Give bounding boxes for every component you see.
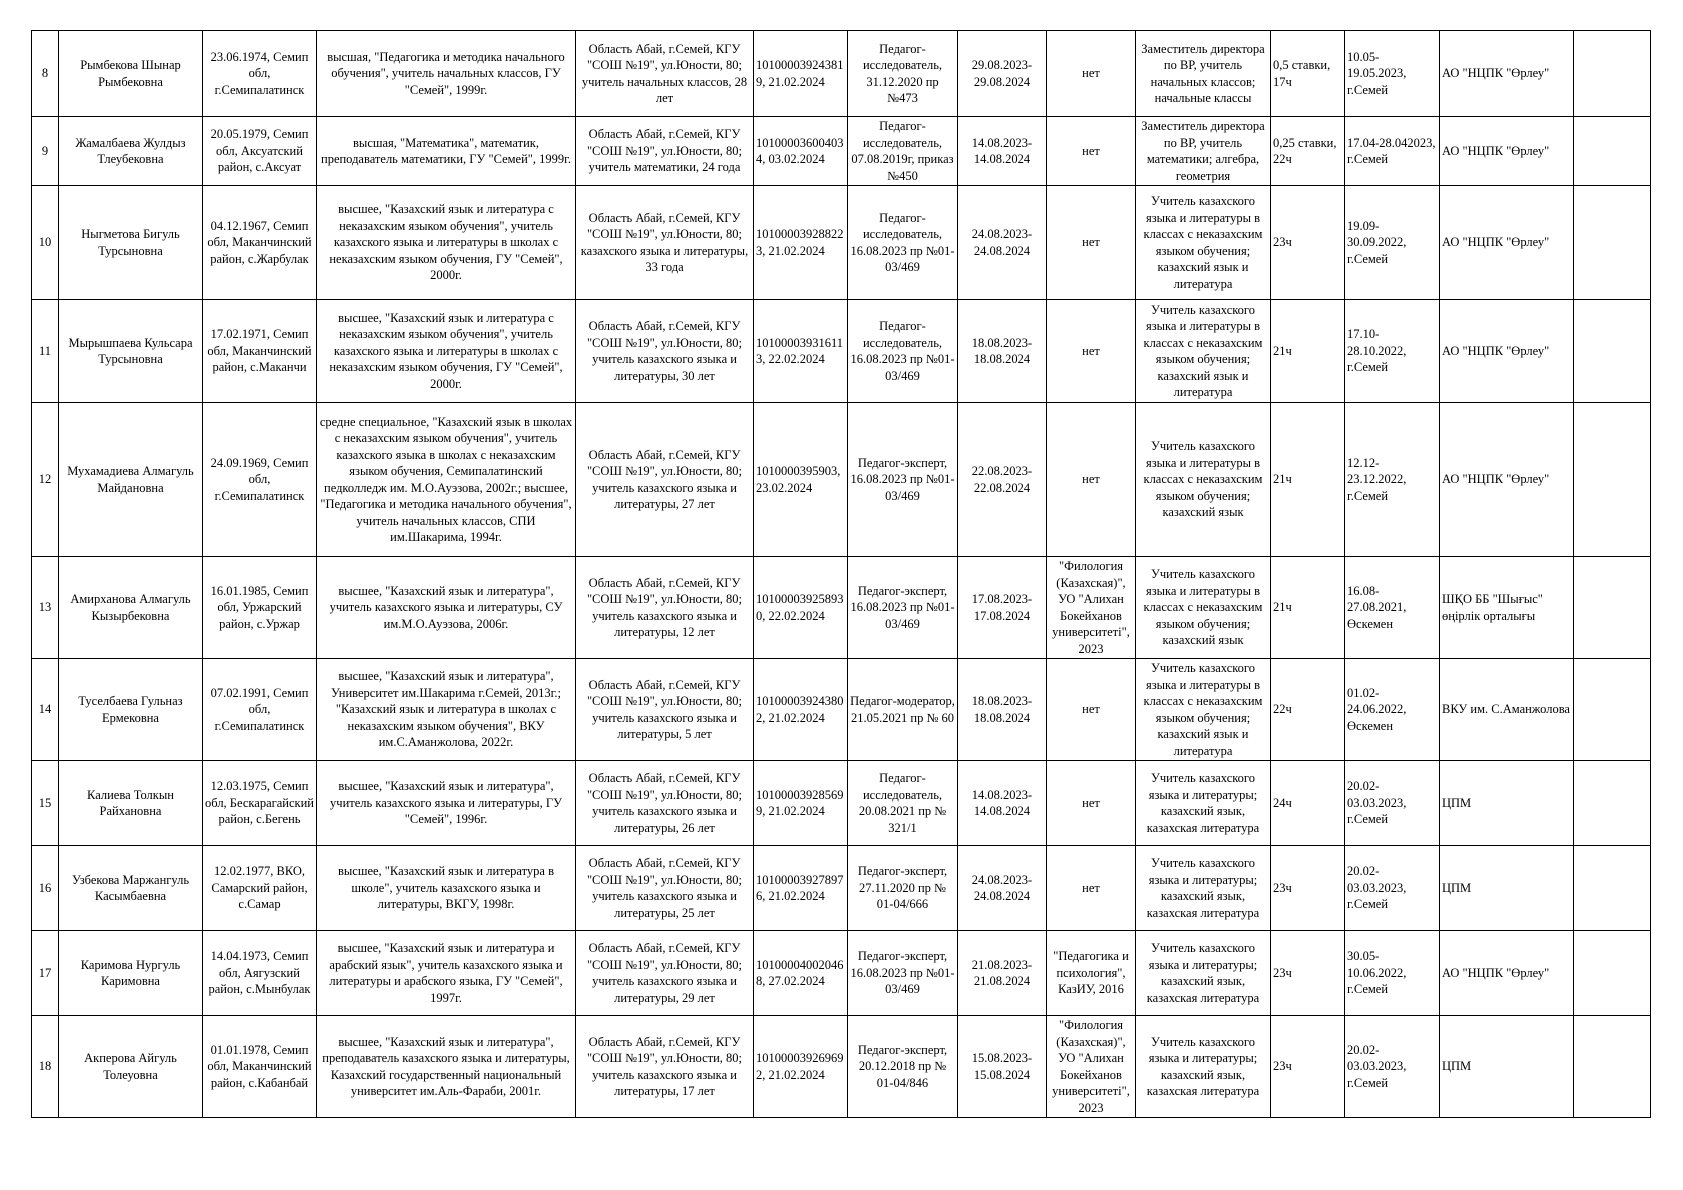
- birth-info-cell: 16.01.1985, Семип обл, Уржарский район, с.Уржар: [203, 557, 317, 659]
- training-organization-cell: АО "НЦПК "Өрлеу": [1440, 300, 1574, 403]
- position-cell: Учитель казахского языка и литературы; казахский язык, казахская литература: [1136, 1016, 1271, 1118]
- course-dates-cell: 18.08.2023-18.08.2024: [958, 659, 1047, 761]
- workplace-cell: Область Абай, г.Семей, КГУ "СОШ №19", ул.Юности, 80; учитель начальных классов, 28 лет: [576, 31, 754, 117]
- certificate-cell: 101000039269692, 21.02.2024: [754, 1016, 848, 1118]
- retraining-cell: нет: [1047, 403, 1136, 557]
- full-name-cell: Жамалбаева Жулдыз Тлеубековна: [59, 117, 203, 186]
- course-dates-cell: 17.08.2023-17.08.2024: [958, 557, 1047, 659]
- certificate-cell: 101000036004034, 03.02.2024: [754, 117, 848, 186]
- attestation-cell: 17.10-28.10.2022, г.Семей: [1345, 300, 1440, 403]
- workplace-cell: Область Абай, г.Семей, КГУ "СОШ №19", ул.Юности, 80; учитель казахского языка и литературы, 30 лет: [576, 300, 754, 403]
- teaching-load-cell: 21ч: [1271, 557, 1345, 659]
- notes-cell: [1574, 403, 1651, 557]
- retraining-cell: "Педагогика и психология", КазИУ, 2016: [1047, 931, 1136, 1016]
- birth-info-cell: 23.06.1974, Семип обл, г.Семипалатинск: [203, 31, 317, 117]
- birth-info-cell: 04.12.1967, Семип обл, Маканчинский район, с.Жарбулак: [203, 186, 317, 300]
- teaching-load-cell: 23ч: [1271, 931, 1345, 1016]
- notes-cell: [1574, 117, 1651, 186]
- course-dates-cell: 21.08.2023-21.08.2024: [958, 931, 1047, 1016]
- course-dates-cell: 14.08.2023-14.08.2024: [958, 761, 1047, 846]
- teaching-load-cell: 21ч: [1271, 300, 1345, 403]
- qualification-category-cell: Педагог-исследователь, 16.08.2023 пр №01-03/469: [848, 300, 958, 403]
- teaching-load-cell: 24ч: [1271, 761, 1345, 846]
- education-cell: высшее, "Казахский язык и литература", учитель казахского языка и литературы, ГУ "Семей", 1996г.: [317, 761, 576, 846]
- certificate-cell: 101000039258930, 22.02.2024: [754, 557, 848, 659]
- position-cell: Заместитель директора по ВР, учитель математики; алгебра, геометрия: [1136, 117, 1271, 186]
- certificate-cell: 101000039288223, 21.02.2024: [754, 186, 848, 300]
- course-dates-cell: 18.08.2023-18.08.2024: [958, 300, 1047, 403]
- birth-info-cell: 20.05.1979, Семип обл, Аксуатский район, с.Аксуат: [203, 117, 317, 186]
- position-cell: Учитель казахского языка и литературы в классах с неказахским языком обучения; казахский язык и литература: [1136, 659, 1271, 761]
- notes-cell: [1574, 300, 1651, 403]
- education-cell: высшее, "Казахский язык и литература с неказахским языком обучения", учитель казахского языка и литературы в школах с неказахским языком обучения, ГУ "Семей", 2000г.: [317, 186, 576, 300]
- course-dates-cell: 15.08.2023-15.08.2024: [958, 1016, 1047, 1118]
- notes-cell: [1574, 761, 1651, 846]
- attestation-cell: 12.12-23.12.2022, г.Семей: [1345, 403, 1440, 557]
- full-name-cell: Туселбаева Гульназ Ермековна: [59, 659, 203, 761]
- birth-info-cell: 01.01.1978, Семип обл, Маканчинский район, с.Кабанбай: [203, 1016, 317, 1118]
- birth-info-cell: 12.03.1975, Семип обл, Бескарагайский район, с.Бегень: [203, 761, 317, 846]
- certificate-cell: 1010000395903, 23.02.2024: [754, 403, 848, 557]
- qualification-category-cell: Педагог-исследователь, 16.08.2023 пр №01-03/469: [848, 186, 958, 300]
- training-organization-cell: АО "НЦПК "Өрлеу": [1440, 186, 1574, 300]
- staff-table-body: [32, 31, 1651, 1118]
- full-name-cell: Каримова Нургуль Каримовна: [59, 931, 203, 1016]
- table-row: [32, 403, 1651, 557]
- training-organization-cell: ВКУ им. С.Аманжолова: [1440, 659, 1574, 761]
- course-dates-cell: 24.08.2023-24.08.2024: [958, 186, 1047, 300]
- course-dates-cell: 29.08.2023-29.08.2024: [958, 31, 1047, 117]
- training-organization-cell: ЦПМ: [1440, 846, 1574, 931]
- table-row: [32, 1016, 1651, 1118]
- teaching-load-cell: 21ч: [1271, 403, 1345, 557]
- retraining-cell: нет: [1047, 31, 1136, 117]
- qualification-category-cell: Педагог-эксперт, 16.08.2023 пр №01-03/469: [848, 931, 958, 1016]
- full-name-cell: Рымбекова Шынар Рымбековна: [59, 31, 203, 117]
- table-row: [32, 31, 1651, 117]
- education-cell: высшее, "Казахский язык и литература и арабский язык", учитель казахского языка и литературы и арабского языка, ГУ "Семей", 1997г.: [317, 931, 576, 1016]
- attestation-cell: 17.04-28.042023, г.Семей: [1345, 117, 1440, 186]
- retraining-cell: нет: [1047, 761, 1136, 846]
- attestation-cell: 16.08-27.08.2021, Өскемен: [1345, 557, 1440, 659]
- attestation-cell: 20.02-03.03.2023, г.Семей: [1345, 846, 1440, 931]
- teaching-load-cell: 23ч: [1271, 186, 1345, 300]
- education-cell: высшее, "Казахский язык и литература в школе", учитель казахского языка и литературы, ВКГУ, 1998г.: [317, 846, 576, 931]
- attestation-cell: 20.02-03.03.2023, г.Семей: [1345, 1016, 1440, 1118]
- row-number-cell: 17: [32, 931, 59, 1016]
- teaching-load-cell: 0,5 ставки, 17ч: [1271, 31, 1345, 117]
- position-cell: Учитель казахского языка и литературы в классах с неказахским языком обучения; казахский язык: [1136, 403, 1271, 557]
- workplace-cell: Область Абай, г.Семей, КГУ "СОШ №19", ул.Юности, 80; учитель математики, 24 года: [576, 117, 754, 186]
- position-cell: Учитель казахского языка и литературы; казахский язык, казахская литература: [1136, 761, 1271, 846]
- table-row: [32, 186, 1651, 300]
- training-organization-cell: ЦПМ: [1440, 1016, 1574, 1118]
- birth-info-cell: 24.09.1969, Семип обл, г.Семипалатинск: [203, 403, 317, 557]
- table-row: [32, 300, 1651, 403]
- workplace-cell: Область Абай, г.Семей, КГУ "СОШ №19", ул.Юности, 80; учитель казахского языка и литературы, 25 лет: [576, 846, 754, 931]
- workplace-cell: Область Абай, г.Семей, КГУ "СОШ №19", ул.Юности, 80; казахского языка и литературы, 33 года: [576, 186, 754, 300]
- attestation-cell: 20.02-03.03.2023, г.Семей: [1345, 761, 1440, 846]
- training-organization-cell: ЦПМ: [1440, 761, 1574, 846]
- qualification-category-cell: Педагог-эксперт, 16.08.2023 пр №01-03/469: [848, 403, 958, 557]
- teaching-load-cell: 23ч: [1271, 846, 1345, 931]
- full-name-cell: Акперова Айгуль Толеуовна: [59, 1016, 203, 1118]
- training-organization-cell: АО "НЦПК "Өрлеу": [1440, 117, 1574, 186]
- table-row: [32, 557, 1651, 659]
- birth-info-cell: 17.02.1971, Семип обл, Маканчинский район, с.Маканчи: [203, 300, 317, 403]
- retraining-cell: "Филология (Казахская)", УО "Алихан Бокейханов университеті", 2023: [1047, 1016, 1136, 1118]
- qualification-category-cell: Педагог-эксперт, 27.11.2020 пр № 01-04/666: [848, 846, 958, 931]
- education-cell: высшее, "Казахский язык и литература", преподаватель казахского языка и литературы, Казахский государственный национальный университет им.Аль-Фараби, 2001г.: [317, 1016, 576, 1118]
- education-cell: средне специальное, "Казахский язык в школах с неказахским языком обучения", учитель казахского языка в школах с неказахским языком обучения, Семипалатинский педколледж им. М.О.Ауэзова, 2002г.; высшее, "Педагогика и методика начального обучения", учитель начальных классов, СПИ им.Шакарима, 1994г.: [317, 403, 576, 557]
- position-cell: Учитель казахского языка и литературы; казахский язык, казахская литература: [1136, 846, 1271, 931]
- qualification-category-cell: Педагог-исследователь, 07.08.2019г, приказ №450: [848, 117, 958, 186]
- row-number-cell: 14: [32, 659, 59, 761]
- attestation-cell: 19.09-30.09.2022, г.Семей: [1345, 186, 1440, 300]
- retraining-cell: нет: [1047, 846, 1136, 931]
- notes-cell: [1574, 186, 1651, 300]
- education-cell: высшая, "Математика", математик, преподаватель математики, ГУ "Семей", 1999г.: [317, 117, 576, 186]
- teaching-load-cell: 23ч: [1271, 1016, 1345, 1118]
- notes-cell: [1574, 659, 1651, 761]
- row-number-cell: 18: [32, 1016, 59, 1118]
- notes-cell: [1574, 931, 1651, 1016]
- full-name-cell: Мырышпаева Кульсара Турсыновна: [59, 300, 203, 403]
- qualification-category-cell: Педагог-эксперт, 16.08.2023 пр №01-03/469: [848, 557, 958, 659]
- full-name-cell: Мухамадиева Алмагуль Майдановна: [59, 403, 203, 557]
- position-cell: Учитель казахского языка и литературы; казахский язык, казахская литература: [1136, 931, 1271, 1016]
- workplace-cell: Область Абай, г.Семей, КГУ "СОШ №19", ул.Юности, 80; учитель казахского языка и литературы, 17 лет: [576, 1016, 754, 1118]
- certificate-cell: 101000039243802, 21.02.2024: [754, 659, 848, 761]
- certificate-cell: 101000040020468, 27.02.2024: [754, 931, 848, 1016]
- education-cell: высшее, "Казахский язык и литература", Университет им.Шакарима г.Семей, 2013г.; "Казахский язык и литература в школах с неказахским языком обучения", ВКУ им.С.Аманжолова, 2022г.: [317, 659, 576, 761]
- birth-info-cell: 14.04.1973, Семип обл, Аягузский район, с.Мынбулак: [203, 931, 317, 1016]
- position-cell: Заместитель директора по ВР, учитель начальных классов; начальные классы: [1136, 31, 1271, 117]
- qualification-category-cell: Педагог-эксперт, 20.12.2018 пр № 01-04/846: [848, 1016, 958, 1118]
- table-row: [32, 761, 1651, 846]
- teaching-load-cell: 0,25 ставки, 22ч: [1271, 117, 1345, 186]
- teaching-load-cell: 22ч: [1271, 659, 1345, 761]
- notes-cell: [1574, 31, 1651, 117]
- notes-cell: [1574, 1016, 1651, 1118]
- full-name-cell: Амирханова Алмагуль Кызырбековна: [59, 557, 203, 659]
- row-number-cell: 16: [32, 846, 59, 931]
- training-organization-cell: ШҚО ББ "Шығыс" өңірлік орталығы: [1440, 557, 1574, 659]
- certificate-cell: 101000039285699, 21.02.2024: [754, 761, 848, 846]
- birth-info-cell: 07.02.1991, Семип обл, г.Семипалатинск: [203, 659, 317, 761]
- retraining-cell: нет: [1047, 300, 1136, 403]
- row-number-cell: 15: [32, 761, 59, 846]
- birth-info-cell: 12.02.1977, ВКО, Самарский район, с.Самар: [203, 846, 317, 931]
- certificate-cell: 101000039316113, 22.02.2024: [754, 300, 848, 403]
- workplace-cell: Область Абай, г.Семей, КГУ "СОШ №19", ул.Юности, 80; учитель казахского языка и литературы, 5 лет: [576, 659, 754, 761]
- education-cell: высшая, "Педагогика и методика начального обучения", учитель начальных классов, ГУ "Семей", 1999г.: [317, 31, 576, 117]
- row-number-cell: 13: [32, 557, 59, 659]
- retraining-cell: нет: [1047, 117, 1136, 186]
- row-number-cell: 10: [32, 186, 59, 300]
- education-cell: высшее, "Казахский язык и литература", учитель казахского языка и литературы, СУ им.М.О.Ауэзова, 2006г.: [317, 557, 576, 659]
- position-cell: Учитель казахского языка и литературы в классах с неказахским языком обучения; казахский язык и литература: [1136, 186, 1271, 300]
- certificate-cell: 101000039278976, 21.02.2024: [754, 846, 848, 931]
- row-number-cell: 8: [32, 31, 59, 117]
- training-organization-cell: АО "НЦПК "Өрлеу": [1440, 931, 1574, 1016]
- education-cell: высшее, "Казахский язык и литература с неказахским языком обучения", учитель казахского языка и литературы в школах с неказахским языком обучения, ГУ "Семей", 2000г.: [317, 300, 576, 403]
- position-cell: Учитель казахского языка и литературы в классах с неказахским языком обучения; казахский язык: [1136, 557, 1271, 659]
- full-name-cell: Ныгметова Бигуль Турсыновна: [59, 186, 203, 300]
- qualification-category-cell: Педагог-исследователь, 20.08.2021 пр № 321/1: [848, 761, 958, 846]
- table-row: [32, 931, 1651, 1016]
- training-organization-cell: АО "НЦПК "Өрлеу": [1440, 31, 1574, 117]
- retraining-cell: нет: [1047, 659, 1136, 761]
- qualification-category-cell: Педагог-модератор, 21.05.2021 пр № 60: [848, 659, 958, 761]
- document-page: [31, 30, 1651, 1118]
- table-row: [32, 846, 1651, 931]
- attestation-cell: 01.02-24.06.2022, Өскемен: [1345, 659, 1440, 761]
- row-number-cell: 11: [32, 300, 59, 403]
- certificate-cell: 101000039243819, 21.02.2024: [754, 31, 848, 117]
- course-dates-cell: 14.08.2023-14.08.2024: [958, 117, 1047, 186]
- workplace-cell: Область Абай, г.Семей, КГУ "СОШ №19", ул.Юности, 80; учитель казахского языка и литературы, 29 лет: [576, 931, 754, 1016]
- qualification-category-cell: Педагог-исследователь, 31.12.2020 пр №473: [848, 31, 958, 117]
- row-number-cell: 9: [32, 117, 59, 186]
- table-row: [32, 117, 1651, 186]
- table-row: [32, 659, 1651, 761]
- full-name-cell: Калиева Толкын Райхановна: [59, 761, 203, 846]
- course-dates-cell: 24.08.2023-24.08.2024: [958, 846, 1047, 931]
- staff-table: [31, 30, 1651, 1118]
- position-cell: Учитель казахского языка и литературы в классах с неказахским языком обучения; казахский язык и литература: [1136, 300, 1271, 403]
- notes-cell: [1574, 846, 1651, 931]
- retraining-cell: "Филология (Казахская)", УО "Алихан Бокейханов университеті", 2023: [1047, 557, 1136, 659]
- training-organization-cell: АО "НЦПК "Өрлеу": [1440, 403, 1574, 557]
- workplace-cell: Область Абай, г.Семей, КГУ "СОШ №19", ул.Юности, 80; учитель казахского языка и литературы, 27 лет: [576, 403, 754, 557]
- notes-cell: [1574, 557, 1651, 659]
- row-number-cell: 12: [32, 403, 59, 557]
- attestation-cell: 30.05-10.06.2022, г.Семей: [1345, 931, 1440, 1016]
- full-name-cell: Узбекова Маржангуль Касымбаевна: [59, 846, 203, 931]
- retraining-cell: нет: [1047, 186, 1136, 300]
- course-dates-cell: 22.08.2023-22.08.2024: [958, 403, 1047, 557]
- workplace-cell: Область Абай, г.Семей, КГУ "СОШ №19", ул.Юности, 80; учитель казахского языка и литературы, 26 лет: [576, 761, 754, 846]
- workplace-cell: Область Абай, г.Семей, КГУ "СОШ №19", ул.Юности, 80; учитель казахского языка и литературы, 12 лет: [576, 557, 754, 659]
- attestation-cell: 10.05-19.05.2023, г.Семей: [1345, 31, 1440, 117]
